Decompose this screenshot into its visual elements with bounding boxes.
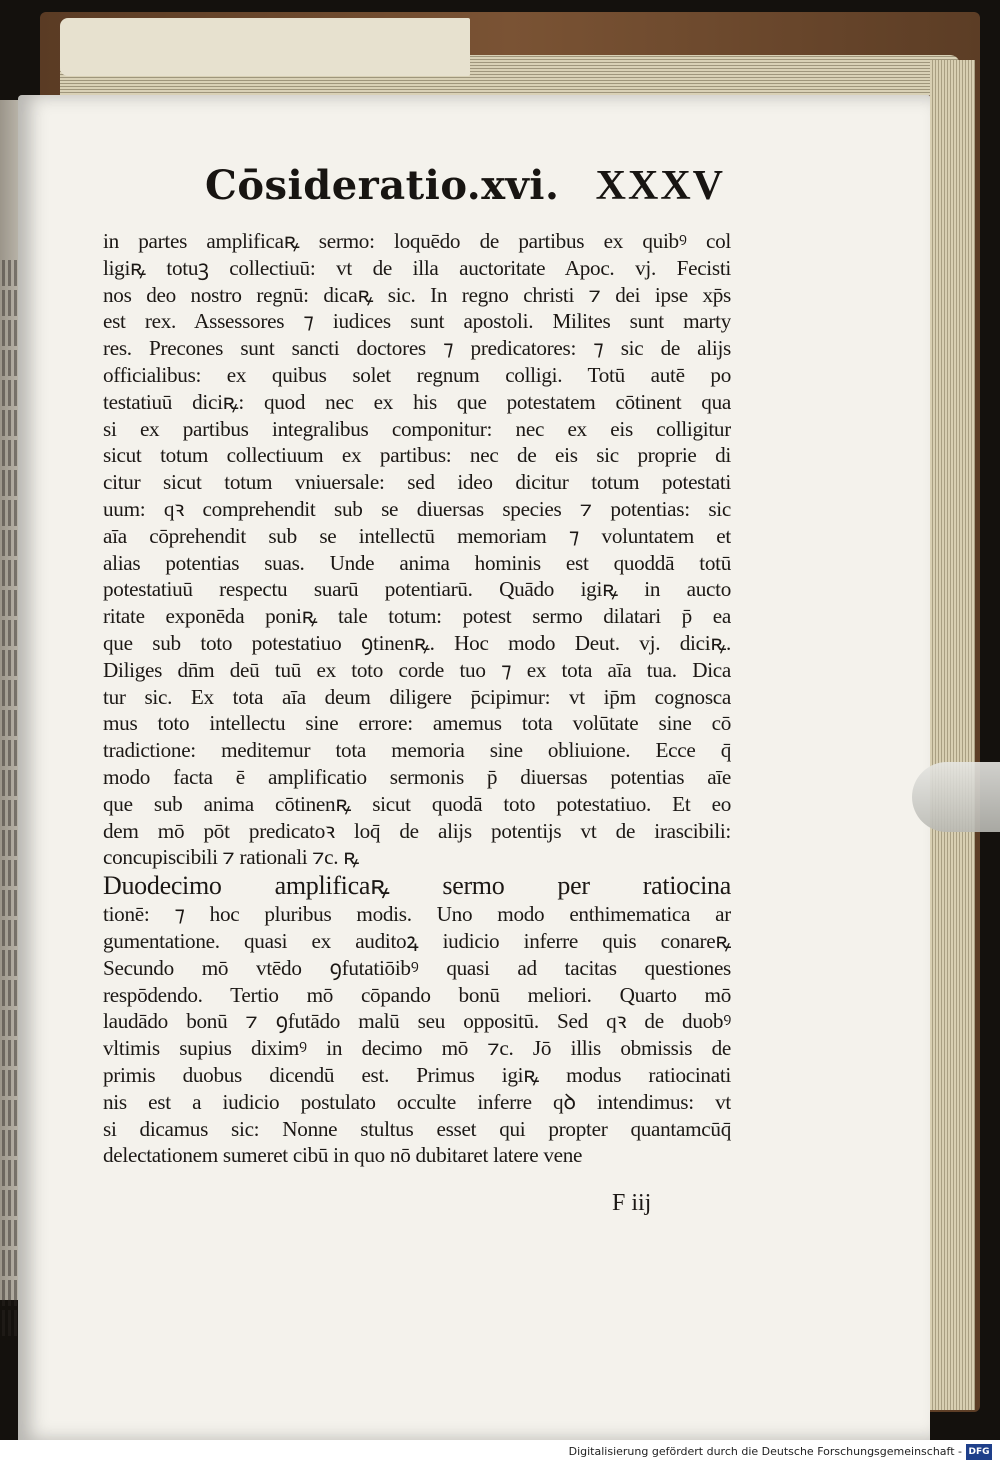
funding-credit: Digitalisierung gefördert durch die Deutsche Forschungsgemeinschaft -: [568, 1445, 962, 1458]
text-line: sicut totum collectiuum ex partibus: nec de eis sic proprie di: [103, 443, 731, 468]
text-line: delectationem sumeret cibū in quo nō dubitaret latere vene: [103, 1143, 583, 1168]
text-line: modo facta ē amplificatio sermonis p̄ diuersas potentias aīe: [103, 764, 731, 789]
page-edges-side: [930, 60, 975, 1410]
folio-number: XXXV: [595, 163, 725, 209]
spine-label: [60, 18, 470, 76]
text-line: Diliges dn̄m deū tuū ex toto corde tuo ⁊ ex tota aīa tua. Dica: [103, 657, 731, 682]
text-line: concupiscibili ⁊ rationali ⁊c. ꝶ: [103, 845, 359, 870]
footer-bar: [0, 1440, 1000, 1466]
text-line: que sub toto potestatiuo ꝯtinenꝶ. Hoc modo Deut. vj. diciꝶ.: [103, 630, 731, 655]
text-line: dem mō pōt predicatoꝛ loq̄ de alijs potentijs vt de irascibili:: [103, 818, 731, 843]
text-line: alias potentias suas. Unde anima hominis est quoddā totū: [103, 550, 731, 575]
running-title: Cōsideratio.xvi.: [205, 162, 560, 209]
text-line: aīa cōprehendit sub se intellectū memoriam ⁊ voluntatem et: [103, 523, 731, 548]
text-line: nos deo nostro regnū: dicaꝶ sic. In regno christi ⁊ dei ipse xp̄s: [103, 282, 731, 307]
text-line: laudādo bonū ⁊ ꝯfutādo malū seu oppositū. Sed qꝛ de duobꝰ: [103, 1009, 731, 1034]
text-line: citur sicut totum vniuersale: sed ideo dicitur totum potestati: [103, 470, 731, 495]
text-block: [103, 228, 731, 1169]
text-line: mus toto intellectu sine errore: amemus tota volūtate sine cō: [103, 711, 731, 736]
text-line: gumentatione. quasi ex auditoꝝ iudicio inferre quis conareꝶ: [103, 928, 731, 953]
text-line: si ex partibus integralibus componitur: nec ex eis colligitur: [103, 416, 731, 441]
text-line: tradictione: meditemur tota memoria sine obliuione. Ecce q̄: [103, 738, 731, 763]
page-header: [205, 162, 725, 222]
text-line: tionē: ⁊ hoc pluribus modis. Uno modo enthimematica ar: [103, 902, 731, 927]
text-line: officialibus: ex quibus solet regnum colligi. Totū autē po: [103, 362, 731, 387]
text-line: respōdendo. Tertio mō cōpando bonū meliori. Quarto mō: [103, 982, 731, 1007]
text-line: ligiꝶ totuꝫ collectiuū: vt de illa auctoritate Apoc. vj. Fecisti: [103, 255, 731, 280]
text-line: res. Precones sunt sancti doctores ⁊ predicatores: ⁊ sic de alijs: [103, 336, 731, 361]
text-line: Secundo mō vtēdo ꝯfutatiōibꝰ quasi ad tacitas questiones: [103, 955, 731, 980]
text-line: nis est a iudicio postulato occulte inferre qꝺ intendimus: vt: [103, 1089, 731, 1114]
text-line: testatiuū diciꝶ: quod nec ex his que potestatem cōtinent qua: [103, 389, 731, 414]
text-line: Duodecimo amplificaꝶ sermo per ratiocina: [103, 871, 731, 901]
dfg-logo: DFG: [966, 1444, 992, 1460]
text-line: est rex. Assessores ⁊ iudices sunt apostoli. Milites sunt marty: [103, 309, 731, 334]
text-line: tur sic. Ex tota aīa deum diligere p̄cipimur: vt ip̄m cognosca: [103, 684, 731, 709]
page-clip: [912, 762, 1000, 832]
text-line: potestatiuū respectu suarū potentiarū. Quādo igiꝶ in aucto: [103, 577, 731, 602]
signature-mark: F iij: [612, 1190, 652, 1216]
text-line: ritate exponēda poniꝶ tale totum: potest sermo dilatari p̄ ea: [103, 604, 731, 629]
text-line: si dicamus sic: Nonne stultus esset qui propter quantamcūq̄: [103, 1116, 731, 1141]
text-line: vltimis supius diximꝰ in decimo mō ⁊c. Jō illis obmissis de: [103, 1036, 731, 1061]
text-line: in partes amplificaꝶ sermo: loquēdo de partibus ex quibꝰ col: [103, 229, 731, 253]
text-line: primis duobus dicendū est. Primus igiꝶ modus ratiocinati: [103, 1062, 731, 1087]
text-line: que sub anima cōtinenꝶ sicut quodā toto potestatiuo. Et eo: [103, 791, 731, 816]
text-line: uum: qꝛ comprehendit sub se diuersas species ⁊ potentias: sic: [103, 496, 731, 521]
